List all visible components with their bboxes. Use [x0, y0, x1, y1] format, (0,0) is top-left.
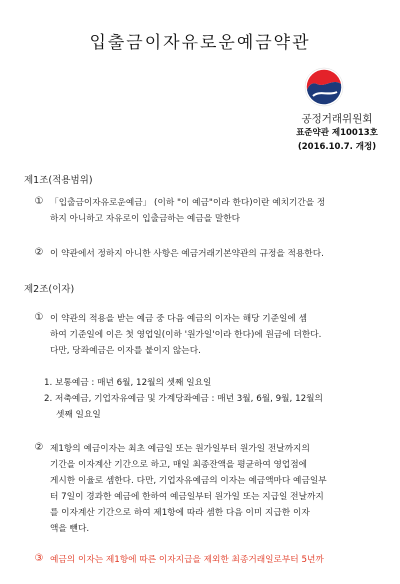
article-2-heading: 제2조(이자)	[24, 284, 75, 295]
document-title: 입출금이자유로운예금약관	[89, 33, 311, 53]
art2-para2-line: 터 7일이 경과한 예금에 한하여 예금일부터 원가일 또는 지급일 전날까지	[50, 492, 324, 502]
art2-para1-line3: 다만, 당좌예금은 이자를 붙이지 않는다.	[50, 346, 201, 356]
art2-para2-mark: ②	[34, 442, 44, 453]
government-emblem-logo	[303, 66, 345, 108]
organization-name: 공정거래위원회	[301, 113, 373, 125]
art1-para1-line2: 하지 아니하고 자유로이 입출금하는 예금을 말한다	[50, 214, 241, 224]
art2-para2-line: 를 이자계산 기간으로 하여 제1항에 따라 셈한 다음 이미 지급한 이자	[50, 508, 310, 518]
art2-para1-mark: ①	[34, 312, 44, 323]
art2-para2	[50, 441, 390, 537]
list-item: 셋째 일요일	[56, 410, 101, 420]
art1-para1-mark: ①	[34, 196, 44, 207]
art2-para1	[50, 311, 390, 359]
art1-para2	[50, 246, 390, 262]
art1-para2-line1: 이 약관에서 정하지 아니한 사항은 예금거래기본약관의 규정을 적용한다.	[50, 249, 324, 259]
art1-para1-line1: 「입출금이자유로운예금」 (이하 "이 예금"이라 한다)이란 예치기간을 정	[50, 198, 326, 208]
art2-para2-line: 제1항의 예금이자는 최초 예금일 또는 원가일부터 원가일 전날까지의	[50, 444, 310, 454]
list-item: 1. 보통예금 : 매년 6월, 12월의 셋째 일요일	[44, 378, 212, 388]
list-item: 2. 저축예금, 기업자유예금 및 가계당좌예금 : 매년 3월, 6월, 9월, 12월의	[44, 394, 323, 404]
art2-para3-mark: ③	[34, 553, 44, 564]
revision-date: (2016.10.7. 개정)	[297, 142, 377, 152]
art1-para1	[50, 195, 390, 227]
art2-para2-line: 기간을 이자계산 기간으로 하고, 매일 최종잔액을 평균하여 영업점에	[50, 460, 308, 470]
art2-para3	[50, 552, 395, 568]
art2-para2-line: 액을 뺀다.	[50, 524, 90, 534]
article-1-heading: 제1조(적용범위)	[24, 175, 93, 186]
standard-number: 표준약관 제10013호	[296, 128, 378, 138]
art2-para2-line: 게시한 이율로 셈한다. 다만, 기업자유예금의 이자는 예금액마다 예금일부	[50, 476, 327, 486]
art2-para3-line1: 예금의 이자는 제1항에 따른 이자지급을 제외한 최종거래일로부터 5년까	[50, 555, 324, 565]
art2-para1-line1: 이 약관의 적용을 받는 예금 중 다음 예금의 이자는 해당 기준일에 셈	[50, 314, 307, 324]
interest-schedule-list	[44, 375, 390, 423]
art1-para2-mark: ②	[34, 247, 44, 258]
art2-para1-line2: 하여 기준일에 이은 첫 영업일(이하 '원가일'이라 한다)에 원금에 더한다.	[50, 330, 322, 340]
